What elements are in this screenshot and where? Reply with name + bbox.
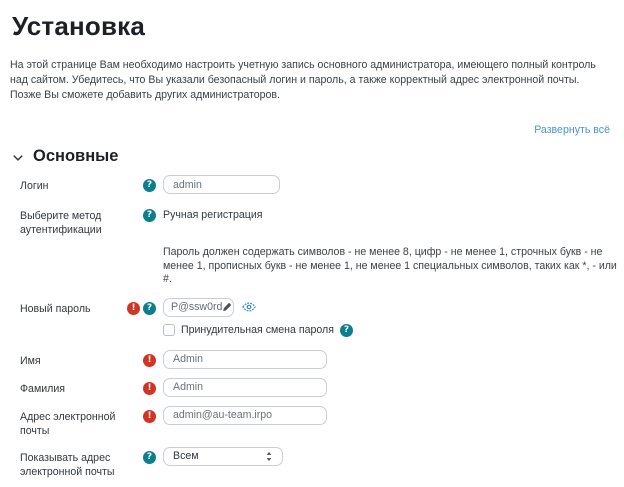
lastname-input[interactable] <box>163 378 327 397</box>
chevron-down-icon <box>12 152 24 164</box>
password-value: P@ssw0rd <box>171 301 223 313</box>
required-icon: ! <box>143 382 156 395</box>
expand-all-link[interactable]: Развернуть всё <box>534 124 610 136</box>
required-icon: ! <box>127 302 140 315</box>
form-row-new-password <box>20 298 610 317</box>
form-row-login <box>20 175 610 194</box>
auth-method-label: Выберите метод аутентификации <box>20 210 102 236</box>
eye-icon[interactable] <box>242 301 256 313</box>
required-icon: ! <box>143 354 156 367</box>
email-input[interactable] <box>163 406 327 425</box>
form-row-email-visibility <box>20 447 610 479</box>
help-icon[interactable]: ? <box>143 302 156 315</box>
password-policy-hint: Пароль должен содержать символов - не менее 8, цифр - не менее 1, строчных букв - не менее 1, прописных букв - не менее 1, не менее 1 специальных символов, таких как *, - или #. <box>163 246 617 285</box>
expand-all-wrap <box>10 120 610 138</box>
intro-text: На этой странице Вам необходимо настроить учетную запись основного администратора, имеющего полный контроль над сайтом. Убедитесь, что Вы указали безопасный логин и пароль, а также корректный адрес электронной почты. Позже Вы сможете добавить других администраторов. <box>10 59 596 101</box>
page-title: Установка <box>12 11 146 41</box>
lastname-label: Фамилия <box>20 382 65 395</box>
new-password-input[interactable] <box>163 298 234 317</box>
form-row-lastname <box>20 378 610 397</box>
help-icon[interactable]: ? <box>143 179 156 192</box>
login-input[interactable] <box>163 175 280 194</box>
new-password-label: Новый пароль <box>20 302 91 315</box>
email-visibility-select[interactable] <box>163 447 283 466</box>
firstname-label: Имя <box>20 354 41 367</box>
login-label: Логин <box>20 180 49 192</box>
email-visibility-label: Показывать адрес электронной почты <box>20 451 115 478</box>
section-header-general[interactable] <box>12 147 610 166</box>
force-password-change-label: Принудительная смена пароля <box>181 324 334 336</box>
required-icon: ! <box>143 410 156 423</box>
force-password-change-checkbox[interactable] <box>163 324 175 336</box>
form-row-firstname <box>20 350 610 369</box>
help-icon[interactable]: ? <box>143 209 156 222</box>
section-title: Основные <box>33 147 119 165</box>
form-row-email <box>20 406 610 438</box>
auth-method-value: Ручная регистрация <box>163 209 263 221</box>
email-visibility-selected: Всем <box>173 450 199 462</box>
help-icon[interactable]: ? <box>340 324 353 337</box>
pencil-icon <box>222 302 232 312</box>
email-label: Адрес электронной почты <box>20 410 116 437</box>
help-icon[interactable]: ? <box>143 451 156 464</box>
up-down-arrows-icon <box>265 451 273 462</box>
admin-account-form <box>20 175 617 479</box>
firstname-input[interactable] <box>163 350 327 369</box>
force-password-change-row <box>163 324 610 337</box>
form-row-auth-method <box>20 205 610 237</box>
